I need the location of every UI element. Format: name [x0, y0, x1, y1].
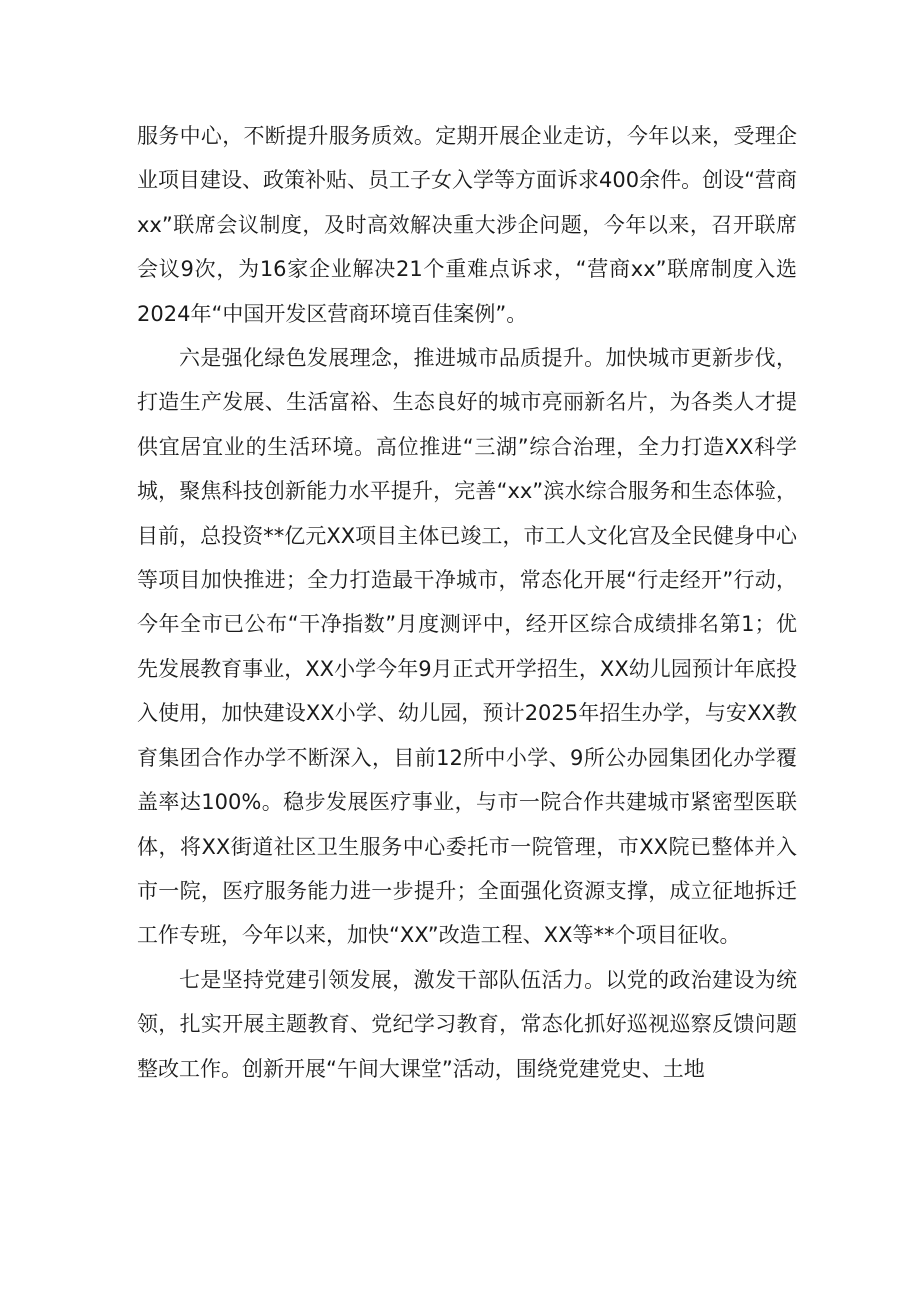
paragraph-service-center: 服务中心，不断提升服务质效。定期开展企业走访，今年以来，受理企业项目建设、政策补贴、员工子女入学等方面诉求400余件。创设“营商xx”联席会议制度，及时高效解决重大涉企问题，今年以来，召开联席会议9次，为16家企业解决21个重难点诉求，“营商xx”联席制度入选2024年“中国开发区营商环境百佳案例”。 [137, 124, 797, 326]
paragraph-party-building: 七是坚持党建引领发展，激发干部队伍活力。以党的政治建设为统领，扎实开展主题教育、党纪学习教育，常态化抓好巡视巡察反馈问题整改工作。创新开展“午间大课堂”活动，围绕党建党史、土地 [137, 967, 797, 1081]
document-body [137, 114, 797, 1091]
paragraph-green-development: 六是强化绿色发展理念，推进城市品质提升。加快城市更新步伐，打造生产发展、生活富裕、生态良好的城市亮丽新名片，为各类人才提供宜居宜业的生活环境。高位推进“三湖”综合治理，全力打造XX科学城，聚焦科技创新能力水平提升，完善“xx”滨水综合服务和生态体验，目前，总投资**亿元XX项目主体已竣工，市工人文化宫及全民健身中心等项目加快推进；全力打造最干净城市，常态化开展“行走经开”行动，今年全市已公布“干净指数”月度测评中，经开区综合成绩排名第1；优先发展教育事业，XX小学今年9月正式开学招生，XX幼儿园预计年底投入使用，加快建设XX小学、幼儿园，预计2025年招生办学，与安XX教育集团合作办学不断深入，目前12所中小学、9所公办园集团化办学覆盖率达100%。稳步发展医疗事业，与市一院合作共建城市紧密型医联体，将XX街道社区卫生服务中心委托市一院管理，市XX院已整体并入市一院，医疗服务能力进一步提升；全面强化资源支撑，成立征地拆迁工作专班，今年以来，加快“XX”改造工程、XX等**个项目征收。 [137, 346, 797, 948]
